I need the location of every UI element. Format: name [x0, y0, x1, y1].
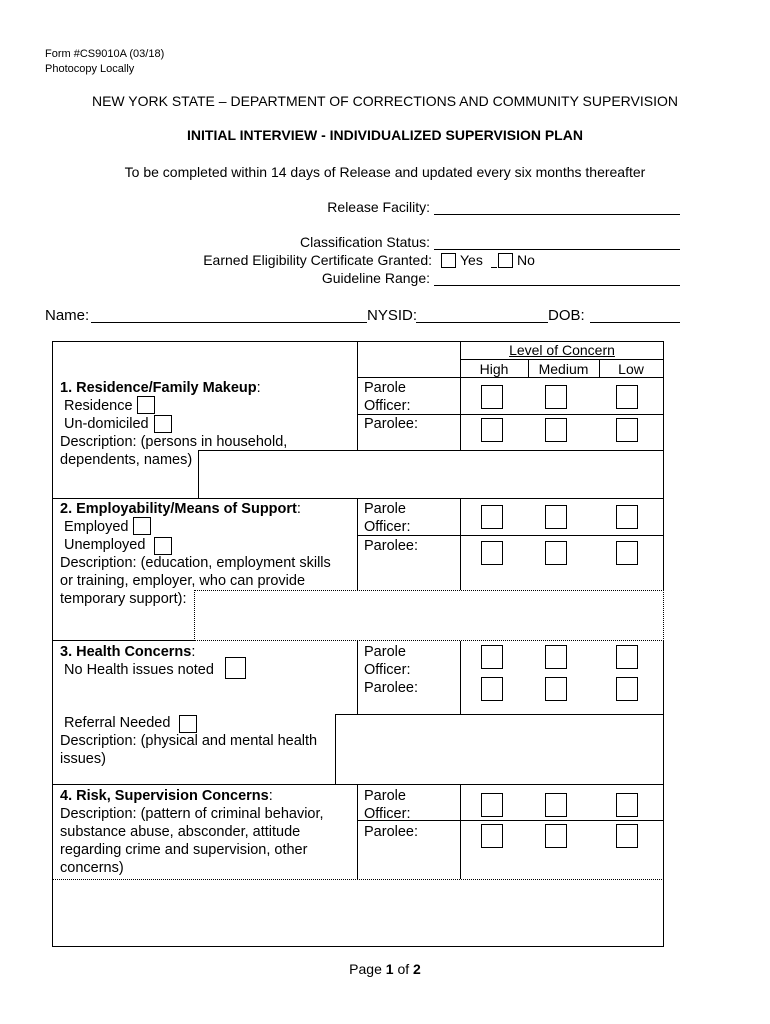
- s2-officer-low-checkbox[interactable]: [616, 505, 638, 529]
- section-4-desc-line4: concerns): [60, 860, 124, 876]
- section-4-desc-line1: Description: (pattern of criminal behavior,: [60, 806, 324, 822]
- s3-officer-high-checkbox[interactable]: [481, 645, 503, 669]
- s1-parolee-medium-checkbox[interactable]: [545, 418, 567, 442]
- s3-officer-label: Officer:: [364, 662, 411, 678]
- undomiciled-label: Un-domiciled: [64, 416, 149, 432]
- s3-officer-low-checkbox[interactable]: [616, 645, 638, 669]
- section-3-desc-line1: Description: (physical and mental health: [60, 733, 318, 749]
- s4-parolee-low-checkbox[interactable]: [616, 824, 638, 848]
- s1-officer-high-checkbox[interactable]: [481, 385, 503, 409]
- s4-parolee-medium-checkbox[interactable]: [545, 824, 567, 848]
- s4-parole-label: Parole: [364, 788, 406, 804]
- release-facility-label: Release Facility:: [327, 199, 430, 215]
- section-1-heading: 1. Residence/Family Makeup:: [60, 380, 261, 396]
- s4-officer-medium-checkbox[interactable]: [545, 793, 567, 817]
- s1-officer-low-checkbox[interactable]: [616, 385, 638, 409]
- unemployed-label: Unemployed: [64, 537, 146, 553]
- dob-label: DOB:: [548, 307, 585, 324]
- instructions: To be completed within 14 days of Release and updated every six months thereafter: [124, 164, 646, 180]
- eec-label: Earned Eligibility Certificate Granted:: [203, 252, 432, 268]
- s4-officer-low-checkbox[interactable]: [616, 793, 638, 817]
- section-1-description-box[interactable]: [198, 450, 664, 499]
- s2-parolee-high-checkbox[interactable]: [481, 541, 503, 565]
- s3-parolee-label: Parolee:: [364, 680, 419, 696]
- section-2-desc-line3: temporary support):: [60, 591, 187, 607]
- s2-officer-high-checkbox[interactable]: [481, 505, 503, 529]
- s4-officer-label: Officer:: [364, 806, 411, 822]
- eec-yes-checkbox[interactable]: [441, 253, 456, 268]
- section-2-heading: 2. Employability/Means of Support:: [60, 501, 301, 517]
- level-of-concern-header: Level of Concern: [509, 342, 615, 358]
- form-number: Form #CS9010A (03/18): [45, 48, 165, 60]
- level-low-header: Low: [618, 361, 644, 377]
- employed-label: Employed: [64, 519, 129, 535]
- name-field[interactable]: [91, 322, 367, 323]
- s1-officer-medium-checkbox[interactable]: [545, 385, 567, 409]
- s1-parolee-low-checkbox[interactable]: [616, 418, 638, 442]
- eec-no-checkbox[interactable]: [498, 253, 513, 268]
- s2-parolee-label: Parolee:: [364, 538, 419, 554]
- s3-parolee-medium-checkbox[interactable]: [545, 677, 567, 701]
- undomiciled-checkbox[interactable]: [154, 415, 172, 433]
- s2-officer-label: Officer:: [364, 519, 411, 535]
- s3-parole-label: Parole: [364, 644, 406, 660]
- section-3-description-box[interactable]: [335, 714, 664, 785]
- classification-status-label: Classification Status:: [300, 234, 430, 250]
- s4-parolee-high-checkbox[interactable]: [481, 824, 503, 848]
- residence-label: Residence: [64, 398, 133, 414]
- section-1-desc-line2: dependents, names): [60, 452, 193, 468]
- s1-parole-label: Parole: [364, 380, 406, 396]
- section-4-desc-line2: substance abuse, absconder, attitude: [60, 824, 301, 840]
- section-4-description-box[interactable]: [53, 880, 663, 946]
- s1-parolee-label: Parolee:: [364, 416, 419, 432]
- referral-needed-checkbox[interactable]: [179, 715, 197, 733]
- guideline-range-field[interactable]: [434, 285, 680, 286]
- section-4-desc-line3: regarding crime and supervision, other: [60, 842, 308, 858]
- section-3-heading: 3. Health Concerns:: [60, 644, 196, 660]
- referral-needed-label: Referral Needed: [64, 715, 171, 731]
- s3-parolee-low-checkbox[interactable]: [616, 677, 638, 701]
- employed-checkbox[interactable]: [133, 517, 151, 535]
- section-3-desc-line2: issues): [60, 751, 106, 767]
- release-facility-field[interactable]: [434, 214, 680, 215]
- nysid-label: NYSID:: [367, 307, 418, 324]
- section-2-description-box[interactable]: [194, 590, 664, 641]
- s2-parolee-medium-checkbox[interactable]: [545, 541, 567, 565]
- s1-parolee-high-checkbox[interactable]: [481, 418, 503, 442]
- s3-parolee-high-checkbox[interactable]: [481, 677, 503, 701]
- s2-officer-medium-checkbox[interactable]: [545, 505, 567, 529]
- guideline-range-label: Guideline Range:: [321, 270, 430, 286]
- agency-name: NEW YORK STATE – DEPARTMENT OF CORRECTIONS AND COMMUNITY SUPERVISION: [91, 93, 678, 109]
- level-medium-header: Medium: [538, 361, 589, 377]
- no-health-issues-checkbox[interactable]: [225, 657, 246, 679]
- name-label: Name:: [45, 307, 90, 324]
- page-indicator: Page 1 of 2: [349, 961, 421, 977]
- section-4-heading: 4. Risk, Supervision Concerns:: [60, 788, 273, 804]
- no-health-issues-label: No Health issues noted: [64, 662, 214, 678]
- dob-field[interactable]: [590, 322, 680, 323]
- copy-note: Photocopy Locally: [45, 63, 135, 75]
- s2-parole-label: Parole: [364, 501, 406, 517]
- section-2-desc-line2: or training, employer, who can provide: [60, 573, 306, 589]
- form-title: INITIAL INTERVIEW - INDIVIDUALIZED SUPERVISION PLAN: [187, 127, 583, 143]
- s2-parolee-low-checkbox[interactable]: [616, 541, 638, 565]
- section-1-desc-line1: Description: (persons in household,: [60, 434, 288, 450]
- eec-spacer-line: [491, 267, 497, 268]
- s1-officer-label: Officer:: [364, 398, 411, 414]
- s3-officer-medium-checkbox[interactable]: [545, 645, 567, 669]
- level-high-header: High: [479, 361, 509, 377]
- s4-parolee-label: Parolee:: [364, 824, 419, 840]
- section-2-desc-line1: Description: (education, employment skills: [60, 555, 331, 571]
- unemployed-checkbox[interactable]: [154, 537, 172, 555]
- eec-yes-label: Yes: [460, 252, 483, 268]
- residence-checkbox[interactable]: [137, 396, 155, 414]
- eec-no-label: No: [517, 252, 535, 268]
- classification-status-field[interactable]: [434, 249, 680, 250]
- s4-officer-high-checkbox[interactable]: [481, 793, 503, 817]
- nysid-field[interactable]: [416, 322, 548, 323]
